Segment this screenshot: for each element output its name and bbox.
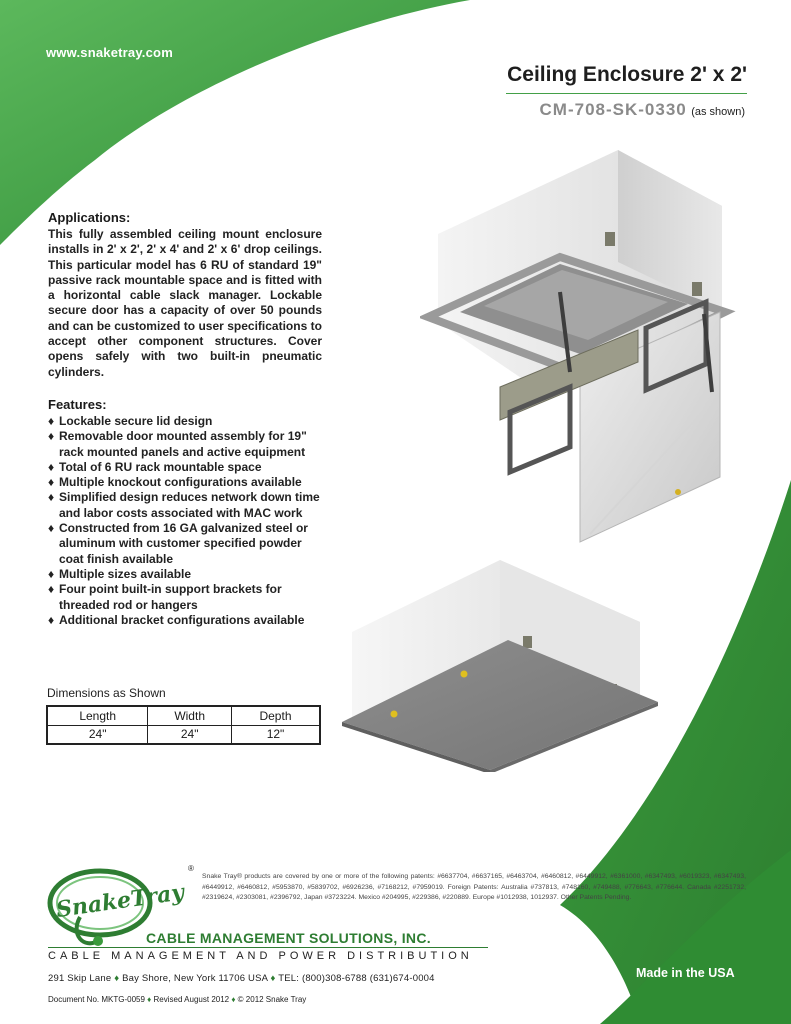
diamond-separator-icon: ♦	[270, 973, 276, 984]
street-address: 291 Skip Lane	[48, 973, 112, 984]
column-header-depth: Depth	[231, 706, 320, 725]
copyright: © 2012 Snake Tray	[237, 995, 307, 1004]
feature-item: ♦ Removable door mounted assembly for 19" rack mounted panels and active equipment	[48, 429, 307, 459]
diamond-bullet-icon: ♦	[48, 475, 55, 490]
features-list	[48, 414, 322, 628]
company-address	[48, 973, 435, 984]
logo-wordmark: SnakeTray	[54, 879, 186, 924]
phone-numbers: TEL: (800)308-6788 (631)674-0004	[278, 973, 435, 984]
column-header-width: Width	[148, 706, 232, 725]
depth-value: 12"	[231, 725, 320, 744]
diamond-separator-icon: ♦	[147, 995, 152, 1004]
model-number	[540, 100, 745, 120]
document-number: Document No. MKTG-0059	[48, 995, 145, 1004]
enclosure-closed-image	[340, 552, 660, 772]
column-header-length: Length	[47, 706, 148, 725]
applications-text: This fully assembled ceiling mount enclosure installs in 2' x 2', 2' x 4' and 2' x 6' drop ceilings. This particular model has 6 RU of standard 19" passive rack mountable space and is fitted with a horizontal cable slack manager. Lockable secure door has a capacity of over 50 pounds and can be customized to user specifications to accept other component structures. Cover opens safely with two built-in pneumatic cylinders.	[48, 227, 322, 379]
made-in-usa: Made in the USA	[636, 966, 735, 980]
table-row	[47, 725, 320, 744]
diamond-bullet-icon: ♦	[48, 413, 55, 428]
diamond-separator-icon: ♦	[231, 995, 236, 1004]
diamond-bullet-icon: ♦	[48, 429, 55, 444]
diamond-bullet-icon: ♦	[48, 612, 55, 627]
feature-item: ♦ Multiple knockout configurations available	[48, 475, 302, 490]
document-info	[48, 995, 306, 1004]
feature-item: ♦ Simplified design reduces network down time and labor costs associated with MAC work	[48, 490, 320, 520]
company-name: CABLE MANAGEMENT SOLUTIONS, INC.	[146, 930, 431, 946]
feature-item: ♦ Additional bracket configurations available	[48, 612, 305, 627]
length-value: 24"	[47, 725, 148, 744]
diamond-bullet-icon: ♦	[48, 566, 55, 581]
feature-item: ♦ Four point built-in support brackets for threaded rod or hangers	[48, 582, 282, 612]
revision-date: Revised August 2012	[153, 995, 230, 1004]
width-value: 24"	[148, 725, 232, 744]
diamond-bullet-icon: ♦	[48, 521, 55, 536]
city-address: Bay Shore, New York 11706 USA	[122, 973, 268, 984]
svg-text:®: ®	[188, 864, 194, 873]
enclosure-open-image	[420, 142, 745, 562]
company-tagline: CABLE MANAGEMENT AND POWER DISTRIBUTION	[48, 950, 473, 962]
feature-item: ♦ Total of 6 RU rack mountable space	[48, 459, 262, 474]
features-heading: Features:	[48, 396, 107, 412]
feature-item: ♦ Constructed from 16 GA galvanized steel or aluminum with customer specified powder coat finish available	[48, 521, 308, 566]
website-url[interactable]: www.snaketray.com	[46, 45, 173, 60]
dimensions-table	[46, 705, 321, 745]
model-code: CM-708-SK-0330	[539, 100, 687, 119]
model-note: (as shown)	[691, 106, 745, 118]
diamond-bullet-icon: ♦	[48, 459, 55, 474]
dimensions-label: Dimensions as Shown	[47, 686, 166, 700]
diamond-separator-icon: ♦	[114, 973, 120, 984]
diamond-bullet-icon: ♦	[48, 582, 55, 597]
table-header-row	[47, 706, 320, 725]
patents-text: Snake Tray® products are covered by one or more of the following patents: #6637704, #6637165, #6463704, #6460812, #6449912, #6361000, #6347493, #6019323, #6347493, #6449912, #6460812, #5953870, #5839702, #6926236, #7168212, #7959019. Foreign Patents: Australia #737813, #748160, #749488, #776643, #776644. Canada #2251732, #2319624, #2303081, #2396792, Japan #3723224. Mexico #204995, #229386, #220889. Europe #1012938, 1012937. Other Patents Pending.	[202, 873, 746, 901]
title-divider	[506, 93, 747, 94]
description-column	[48, 210, 322, 628]
page-title: Ceiling Enclosure 2' x 2'	[507, 63, 747, 86]
applications-heading: Applications:	[48, 210, 131, 225]
diamond-bullet-icon: ♦	[48, 490, 55, 505]
feature-item: ♦ Multiple sizes available	[48, 566, 192, 581]
feature-item: ♦ Lockable secure lid design	[48, 413, 213, 428]
company-divider	[48, 947, 488, 948]
